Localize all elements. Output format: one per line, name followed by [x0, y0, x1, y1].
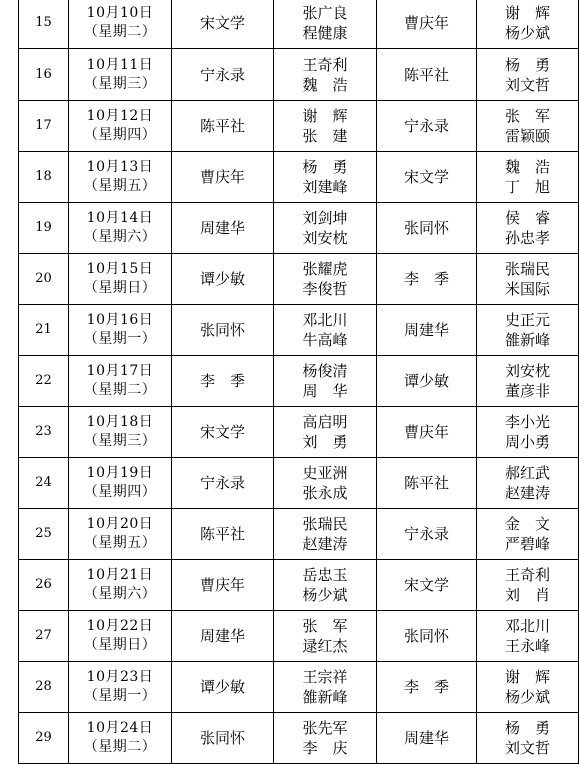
staff-cell-line: 李 庆: [302, 739, 348, 757]
members-cell: [477, 101, 579, 152]
members-cell-line: 谢 辉: [504, 4, 550, 22]
staff-cell-line: 逯红杰: [302, 637, 348, 655]
leader-cell: [172, 101, 274, 152]
members-cell: [477, 0, 579, 49]
members-cell-line: 杨 勇: [504, 55, 550, 74]
staff-cell-line: 刘剑坤: [302, 209, 348, 227]
officer-cell-line: 谭少敏: [403, 372, 449, 390]
leader-cell: [172, 458, 274, 509]
officer-cell-line: 陈平社: [403, 65, 449, 84]
members-cell: [477, 305, 579, 356]
staff-cell: [274, 152, 377, 203]
date-cell: [69, 49, 172, 101]
staff-cell: [274, 560, 377, 611]
staff-cell-line: 牛高峰: [302, 331, 348, 349]
row-number-cell: [19, 662, 69, 713]
members-cell: [477, 407, 579, 458]
row-number-cell: [19, 458, 69, 509]
staff-cell-line: 李俊哲: [302, 280, 348, 298]
staff-cell-line: 程健康: [302, 24, 348, 42]
officer-cell: [377, 101, 477, 152]
table-row: [19, 49, 579, 101]
date-cell-line: 10月21日: [86, 567, 154, 583]
members-cell-line: 王奇利: [504, 566, 550, 584]
leader-cell-line: 陈平社: [199, 117, 245, 135]
row-number-cell-line: 24: [35, 475, 52, 490]
row-number-cell-line: 22: [35, 373, 52, 388]
members-cell-line: 刘安枕: [504, 362, 550, 380]
staff-cell-line: 谢 辉: [302, 107, 348, 125]
row-number-cell-line: 19: [35, 220, 52, 235]
staff-cell-line: 王奇利: [302, 55, 348, 74]
officer-cell: [377, 356, 477, 407]
members-cell-line: 刘文哲: [504, 75, 550, 94]
date-cell: [69, 203, 172, 254]
staff-cell-line: 周 华: [302, 382, 348, 400]
members-cell-line: 杨少斌: [504, 688, 550, 706]
row-number-cell: [19, 101, 69, 152]
members-cell: [477, 713, 579, 764]
leader-cell-line: 李 季: [199, 372, 245, 390]
leader-cell-line: 宁永录: [199, 65, 245, 84]
members-cell: [477, 560, 579, 611]
officer-cell-line: 曹庆年: [403, 423, 449, 441]
members-cell-line: 严碧峰: [504, 535, 550, 553]
row-number-cell: [19, 203, 69, 254]
officer-cell: [377, 254, 477, 305]
officer-cell-line: 李 季: [403, 678, 449, 696]
leader-cell: [172, 560, 274, 611]
date-cell: [69, 509, 172, 560]
leader-cell: [172, 49, 274, 101]
officer-cell: [377, 662, 477, 713]
staff-cell-line: 张 建: [302, 127, 348, 145]
members-cell: [477, 611, 579, 662]
members-cell: [477, 254, 579, 305]
date-cell-line: （星期六）: [83, 586, 157, 602]
staff-cell: [274, 0, 377, 49]
row-number-cell-line: 23: [35, 424, 52, 439]
officer-cell-line: 张同怀: [403, 627, 449, 645]
table-row: [19, 407, 579, 458]
leader-cell-line: 宁永录: [199, 474, 245, 492]
members-cell-line: 魏 浩: [504, 158, 550, 176]
officer-cell-line: 陈平社: [403, 474, 449, 492]
staff-cell: [274, 305, 377, 356]
leader-cell: [172, 356, 274, 407]
row-number-cell-line: 25: [35, 526, 52, 541]
schedule-body: [19, 0, 579, 764]
date-cell: [69, 407, 172, 458]
officer-cell-line: 张同怀: [403, 219, 449, 237]
date-cell-line: 10月24日: [86, 720, 154, 736]
date-cell: [69, 152, 172, 203]
staff-cell: [274, 713, 377, 764]
staff-cell-line: 张永成: [302, 484, 348, 502]
date-cell-line: （星期一）: [83, 688, 157, 704]
date-cell-line: 10月11日: [86, 56, 154, 73]
table-row: [19, 458, 579, 509]
row-number-cell-line: 26: [35, 577, 52, 592]
table-row: [19, 356, 579, 407]
date-cell-line: （星期三）: [83, 433, 157, 449]
leader-cell-line: 谭少敏: [199, 270, 245, 288]
row-number-cell: [19, 254, 69, 305]
row-number-cell: [19, 560, 69, 611]
row-number-cell-line: 27: [35, 628, 52, 643]
date-cell-line: （星期日）: [83, 280, 157, 296]
members-cell-line: 周小勇: [504, 433, 550, 451]
leader-cell-line: 谭少敏: [199, 678, 245, 696]
staff-cell-line: 张耀虎: [302, 260, 348, 278]
staff-cell-line: 张 军: [302, 617, 348, 635]
officer-cell: [377, 509, 477, 560]
date-cell-line: （星期五）: [83, 178, 157, 194]
leader-cell: [172, 203, 274, 254]
staff-cell-line: 刘建峰: [302, 178, 348, 196]
date-cell: [69, 713, 172, 764]
staff-cell-line: 王宗祥: [302, 668, 348, 686]
row-number-cell-line: 17: [35, 118, 52, 133]
leader-cell-line: 宋文学: [199, 14, 245, 32]
staff-cell-line: 刘安枕: [302, 229, 348, 247]
staff-cell-line: 魏 浩: [302, 75, 348, 94]
staff-cell: [274, 101, 377, 152]
officer-cell: [377, 407, 477, 458]
members-cell-line: 张瑞民: [504, 260, 550, 278]
officer-cell-line: 周建华: [403, 729, 449, 747]
row-number-cell: [19, 407, 69, 458]
members-cell-line: 谢 辉: [504, 668, 550, 686]
table-row: [19, 305, 579, 356]
leader-cell-line: 宋文学: [199, 423, 245, 441]
staff-cell: [274, 254, 377, 305]
date-cell: [69, 254, 172, 305]
officer-cell-line: 周建华: [403, 321, 449, 339]
leader-cell-line: 张同怀: [199, 729, 245, 747]
date-cell-line: 10月16日: [86, 312, 154, 328]
officer-cell-line: 李 季: [403, 270, 449, 288]
members-cell: [477, 458, 579, 509]
date-cell-line: 10月20日: [86, 516, 154, 532]
table-row: [19, 611, 579, 662]
date-cell-line: （星期日）: [83, 637, 157, 653]
officer-cell: [377, 0, 477, 49]
staff-cell: [274, 509, 377, 560]
row-number-cell-line: 15: [35, 15, 52, 30]
officer-cell: [377, 49, 477, 101]
date-cell-line: （星期二）: [83, 24, 157, 40]
staff-cell-line: 杨少斌: [302, 586, 348, 604]
date-cell-line: 10月19日: [86, 465, 154, 481]
officer-cell: [377, 458, 477, 509]
staff-cell: [274, 356, 377, 407]
officer-cell-line: 宋文学: [403, 168, 449, 186]
date-cell-line: （星期一）: [83, 331, 157, 347]
staff-cell-line: 岳忠玉: [302, 566, 348, 584]
row-number-cell: [19, 0, 69, 49]
date-cell-line: （星期五）: [83, 535, 157, 551]
staff-cell: [274, 458, 377, 509]
members-cell: [477, 509, 579, 560]
members-cell: [477, 203, 579, 254]
date-cell-line: （星期六）: [83, 229, 157, 245]
row-number-cell: [19, 356, 69, 407]
table-row: [19, 560, 579, 611]
leader-cell: [172, 407, 274, 458]
row-number-cell: [19, 305, 69, 356]
members-cell: [477, 49, 579, 101]
staff-cell-line: 高启明: [302, 413, 348, 431]
leader-cell: [172, 254, 274, 305]
officer-cell-line: 宁永录: [403, 117, 449, 135]
date-cell-line: 10月10日: [86, 5, 154, 21]
officer-cell-line: 宁永录: [403, 525, 449, 543]
date-cell-line: （星期二）: [83, 739, 157, 755]
members-cell-line: 李小光: [504, 413, 550, 431]
leader-cell-line: 周建华: [199, 219, 245, 237]
officer-cell: [377, 713, 477, 764]
table-row: [19, 101, 579, 152]
staff-cell-line: 赵建涛: [302, 535, 348, 553]
date-cell-line: 10月17日: [86, 363, 154, 379]
table-row: [19, 509, 579, 560]
row-number-cell-line: 28: [35, 679, 52, 694]
leader-cell: [172, 662, 274, 713]
date-cell-line: 10月12日: [86, 108, 154, 124]
staff-cell-line: 邓北川: [302, 311, 348, 329]
leader-cell-line: 曹庆年: [199, 168, 245, 186]
date-cell-line: （星期三）: [83, 75, 157, 92]
members-cell-line: 刘文哲: [504, 739, 550, 757]
members-cell-line: 孙忠孝: [504, 229, 550, 247]
officer-cell-line: 曹庆年: [403, 14, 449, 32]
row-number-cell-line: 21: [35, 322, 52, 337]
members-cell-line: 杨 勇: [504, 719, 550, 737]
members-cell-line: 王永峰: [504, 637, 550, 655]
row-number-cell-line: 16: [35, 66, 52, 82]
members-cell-line: 赵建涛: [504, 484, 550, 502]
staff-cell-line: 张先军: [302, 719, 348, 737]
members-cell-line: 郝红武: [504, 464, 550, 482]
staff-cell-line: 杨 勇: [302, 158, 348, 176]
table-row: [19, 713, 579, 764]
officer-cell: [377, 305, 477, 356]
row-number-cell: [19, 152, 69, 203]
leader-cell: [172, 713, 274, 764]
members-cell-line: 张 军: [504, 107, 550, 125]
date-cell: [69, 458, 172, 509]
members-cell-line: 雷颖颐: [504, 127, 550, 145]
leader-cell: [172, 152, 274, 203]
members-cell-line: 史正元: [504, 311, 550, 329]
leader-cell: [172, 611, 274, 662]
row-number-cell-line: 18: [35, 169, 52, 184]
date-cell: [69, 101, 172, 152]
table-row: [19, 203, 579, 254]
table-row: [19, 152, 579, 203]
row-number-cell: [19, 611, 69, 662]
leader-cell: [172, 305, 274, 356]
members-cell: [477, 662, 579, 713]
date-cell: [69, 611, 172, 662]
date-cell-line: （星期四）: [83, 127, 157, 143]
table-row: [19, 254, 579, 305]
members-cell-line: 侯 睿: [504, 209, 550, 227]
officer-cell: [377, 203, 477, 254]
duty-schedule-table: [18, 0, 579, 764]
table-row: [19, 662, 579, 713]
leader-cell-line: 曹庆年: [199, 576, 245, 594]
date-cell: [69, 560, 172, 611]
members-cell-line: 金 文: [504, 515, 550, 533]
row-number-cell: [19, 713, 69, 764]
date-cell: [69, 305, 172, 356]
row-number-cell: [19, 509, 69, 560]
staff-cell-line: 张广良: [302, 4, 348, 22]
row-number-cell-line: 20: [35, 271, 52, 286]
members-cell-line: 董彦非: [504, 382, 550, 400]
staff-cell-line: 史亚洲: [302, 464, 348, 482]
date-cell-line: 10月23日: [86, 669, 154, 685]
staff-cell: [274, 49, 377, 101]
members-cell-line: 刘 肖: [504, 586, 550, 604]
staff-cell-line: 雒新峰: [302, 688, 348, 706]
leader-cell: [172, 0, 274, 49]
table-row: [19, 0, 579, 49]
date-cell-line: 10月22日: [86, 618, 154, 634]
staff-cell-line: 杨俊清: [302, 362, 348, 380]
date-cell-line: 10月14日: [86, 210, 154, 226]
officer-cell: [377, 560, 477, 611]
staff-cell: [274, 662, 377, 713]
leader-cell-line: 张同怀: [199, 321, 245, 339]
leader-cell: [172, 509, 274, 560]
row-number-cell-line: 29: [35, 730, 52, 745]
leader-cell-line: 陈平社: [199, 525, 245, 543]
members-cell: [477, 356, 579, 407]
members-cell-line: 杨少斌: [504, 24, 550, 42]
members-cell: [477, 152, 579, 203]
staff-cell: [274, 611, 377, 662]
staff-cell-line: 刘 勇: [302, 433, 348, 451]
officer-cell: [377, 611, 477, 662]
leader-cell-line: 周建华: [199, 627, 245, 645]
row-number-cell: [19, 49, 69, 101]
date-cell-line: （星期四）: [83, 484, 157, 500]
staff-cell-line: 张瑞民: [302, 515, 348, 533]
date-cell-line: （星期二）: [83, 382, 157, 398]
date-cell-line: 10月15日: [86, 261, 154, 277]
staff-cell: [274, 203, 377, 254]
members-cell-line: 雒新峰: [504, 331, 550, 349]
date-cell-line: 10月13日: [86, 159, 154, 175]
staff-cell: [274, 407, 377, 458]
officer-cell-line: 宋文学: [403, 576, 449, 594]
members-cell-line: 邓北川: [504, 617, 550, 635]
date-cell: [69, 356, 172, 407]
officer-cell: [377, 152, 477, 203]
date-cell: [69, 0, 172, 49]
date-cell-line: 10月18日: [86, 414, 154, 430]
members-cell-line: 丁 旭: [504, 178, 550, 196]
date-cell: [69, 662, 172, 713]
members-cell-line: 米国际: [504, 280, 550, 298]
